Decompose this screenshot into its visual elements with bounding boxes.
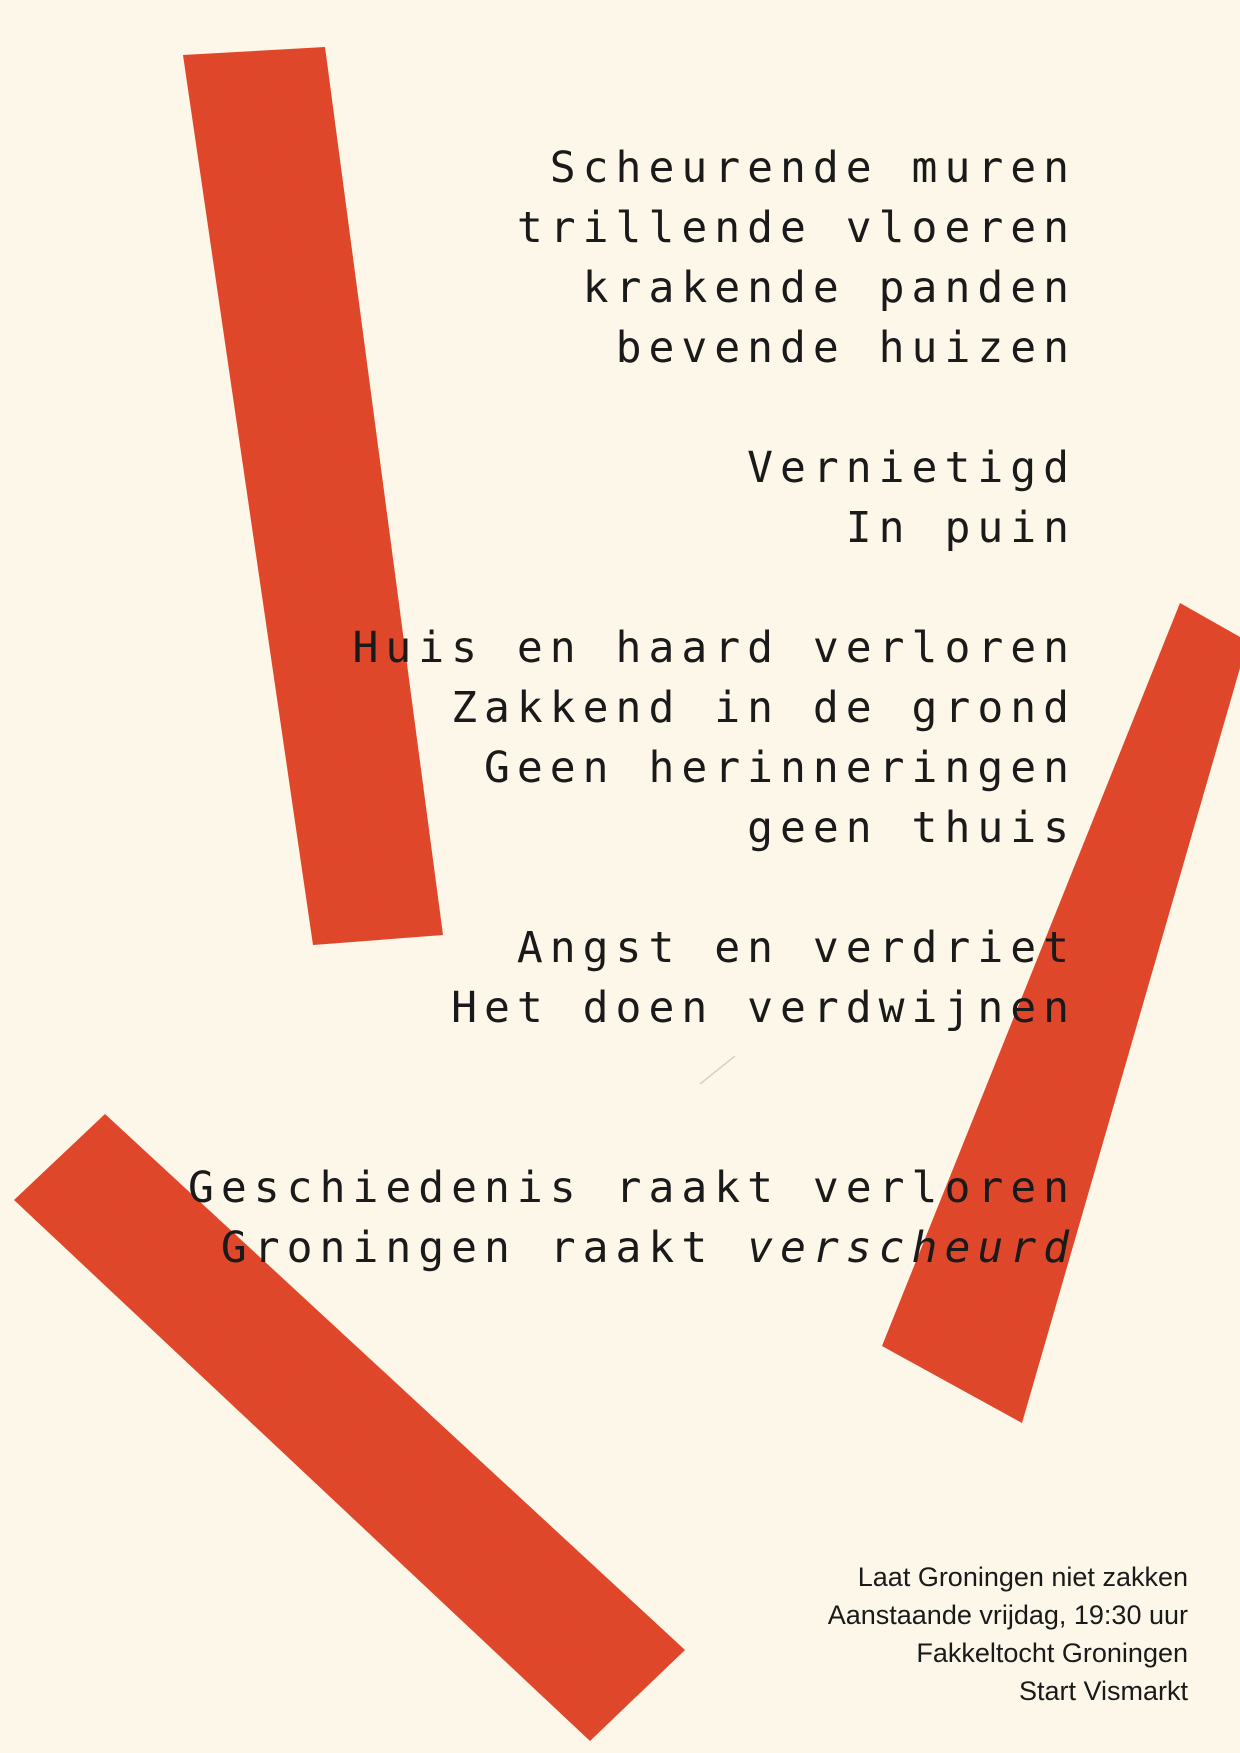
- event-info: [828, 1558, 1188, 1710]
- stanza-1: [156, 138, 1076, 378]
- poem-line: Angst en verdriet: [516, 923, 1076, 973]
- poem-line: Huis en haard verloren: [352, 623, 1076, 673]
- poem-line: Vernietigd: [747, 443, 1076, 493]
- event-date-time: Aanstaande vrijdag, 19:30 uur: [827, 1600, 1188, 1630]
- stanza-gap: [156, 378, 1076, 438]
- stanza-gap: [156, 558, 1076, 618]
- stanza-gap: [156, 1038, 1076, 1158]
- poem-line-final: [156, 1218, 1076, 1278]
- poem-line: Scheurende muren: [549, 143, 1076, 193]
- poem-line: bevende huizen: [615, 323, 1076, 373]
- poem-line: Geen herinneringen: [484, 743, 1076, 793]
- stanza-2: [156, 438, 1076, 558]
- event-location: Start Vismarkt: [1018, 1676, 1188, 1706]
- poem-line: In puin: [845, 503, 1076, 553]
- event-title: Fakkeltocht Groningen: [916, 1638, 1188, 1668]
- stanza-3: [156, 618, 1076, 858]
- stanza-gap: [156, 858, 1076, 918]
- event-slogan: Laat Groningen niet zakken: [857, 1562, 1188, 1592]
- poem-emphasis-word: verscheurd: [747, 1223, 1076, 1273]
- poem-line: Het doen verdwijnen: [451, 983, 1076, 1033]
- poem-line-final-prefix: Groningen raakt: [220, 1223, 748, 1273]
- stanza-5: [156, 1158, 1076, 1278]
- poem-line: Geschiedenis raakt verloren: [188, 1163, 1076, 1213]
- poem-line: Zakkend in de grond: [451, 683, 1076, 733]
- poem-line: trillende vloeren: [516, 203, 1076, 253]
- poem-line: geen thuis: [747, 803, 1076, 853]
- stanza-4: [156, 918, 1076, 1038]
- poem: [156, 138, 1076, 1278]
- poem-line: krakende panden: [582, 263, 1076, 313]
